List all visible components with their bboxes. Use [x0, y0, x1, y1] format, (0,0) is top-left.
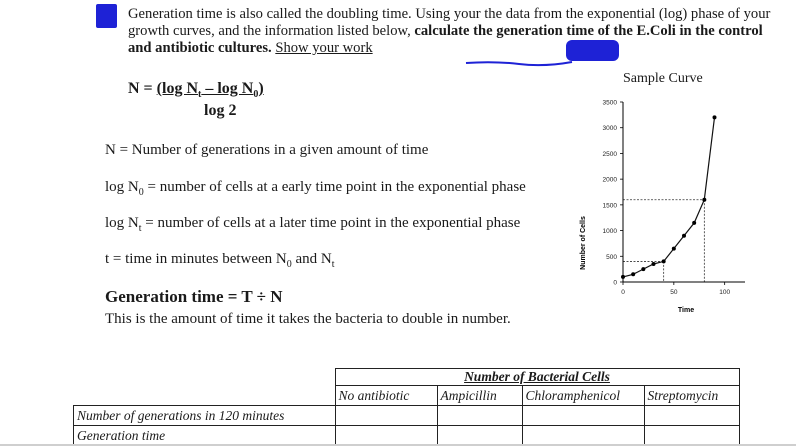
generation-time-formula: Generation time = T ÷ N: [105, 287, 283, 306]
wavy-underline: [464, 59, 574, 67]
data-point: [692, 221, 696, 225]
y-tick-label: 2000: [602, 176, 617, 184]
data-point: [631, 272, 635, 276]
x-tick-label: 0: [621, 289, 625, 296]
x-tick-label: 50: [670, 289, 678, 296]
data-point: [641, 267, 645, 271]
sample-curve-chart: [575, 88, 755, 328]
data-point: [672, 247, 676, 251]
y-axis-label: Number of Cells: [580, 216, 587, 270]
definition-t: t = time in minutes between $N_0$ and $N_t$: [105, 251, 335, 270]
instructions-paragraph: [128, 6, 778, 57]
row-label: Generation time: [74, 426, 336, 446]
redaction-blot: [566, 40, 619, 61]
generation-time-description: This is the amount of time it takes the bacteria to double in number.: [105, 311, 511, 327]
x-axis-label: Time: [677, 307, 695, 314]
group-header: Number of Bacterial Cells: [464, 369, 610, 384]
definition-n: N = Number of generations in a given amount of time: [105, 142, 429, 158]
table-cell[interactable]: [437, 426, 522, 446]
instructions-bold: calculate the generation time of the E.Coli in the control and antibiotic cultures.: [128, 23, 763, 56]
column-header: Streptomycin: [644, 386, 739, 406]
column-header: No antibiotic: [335, 386, 437, 406]
definition-n0: $\log N_0$ = number of cells at a early time point in the exponential phase: [105, 179, 526, 198]
definition-nt: $\log N_t$ = number of cells at a later time point in the exponential phase: [105, 215, 521, 234]
show-work-link[interactable]: Show your work: [275, 40, 373, 56]
x-tick-label: 100: [719, 289, 731, 296]
y-tick-label: 1500: [602, 202, 617, 210]
formula-denominator: log 2: [204, 102, 237, 119]
y-tick-label: 500: [606, 253, 617, 261]
generation-formula: N = (log $N_t$ – $\log N_0$): [128, 80, 264, 101]
y-tick-label: 3000: [602, 125, 617, 133]
table-cell[interactable]: [522, 426, 644, 446]
table-row: [74, 426, 740, 446]
data-point: [713, 115, 717, 119]
table-cell[interactable]: [522, 406, 644, 426]
y-tick-label: 1000: [602, 228, 617, 236]
y-tick-label: 0: [613, 279, 617, 287]
data-point: [621, 275, 625, 279]
results-table: [73, 368, 740, 446]
column-header: Ampicillin: [437, 386, 522, 406]
table-cell[interactable]: [644, 426, 739, 446]
column-header: Chloramphenicol: [522, 386, 644, 406]
table-cell[interactable]: [644, 406, 739, 426]
table-cell[interactable]: [335, 406, 437, 426]
page-divider: [0, 444, 796, 446]
table-row: [74, 406, 740, 426]
row-label: Number of generations in 120 minutes: [74, 406, 336, 426]
data-point: [652, 262, 656, 266]
y-tick-label: 2500: [602, 150, 617, 158]
table-cell[interactable]: [335, 426, 437, 446]
series-line: [623, 117, 715, 277]
chart-title: Sample Curve: [623, 71, 703, 86]
data-point: [662, 259, 666, 263]
table-cell[interactable]: [437, 406, 522, 426]
data-point: [702, 198, 706, 202]
y-tick-label: 3500: [602, 99, 617, 107]
instructions-text: Generation time is also called the doubling time. Using your the data from the exponential (log) phase of your growth curves, and the information listed below,: [128, 6, 771, 39]
margin-marker: [96, 4, 117, 28]
data-point: [682, 234, 686, 238]
